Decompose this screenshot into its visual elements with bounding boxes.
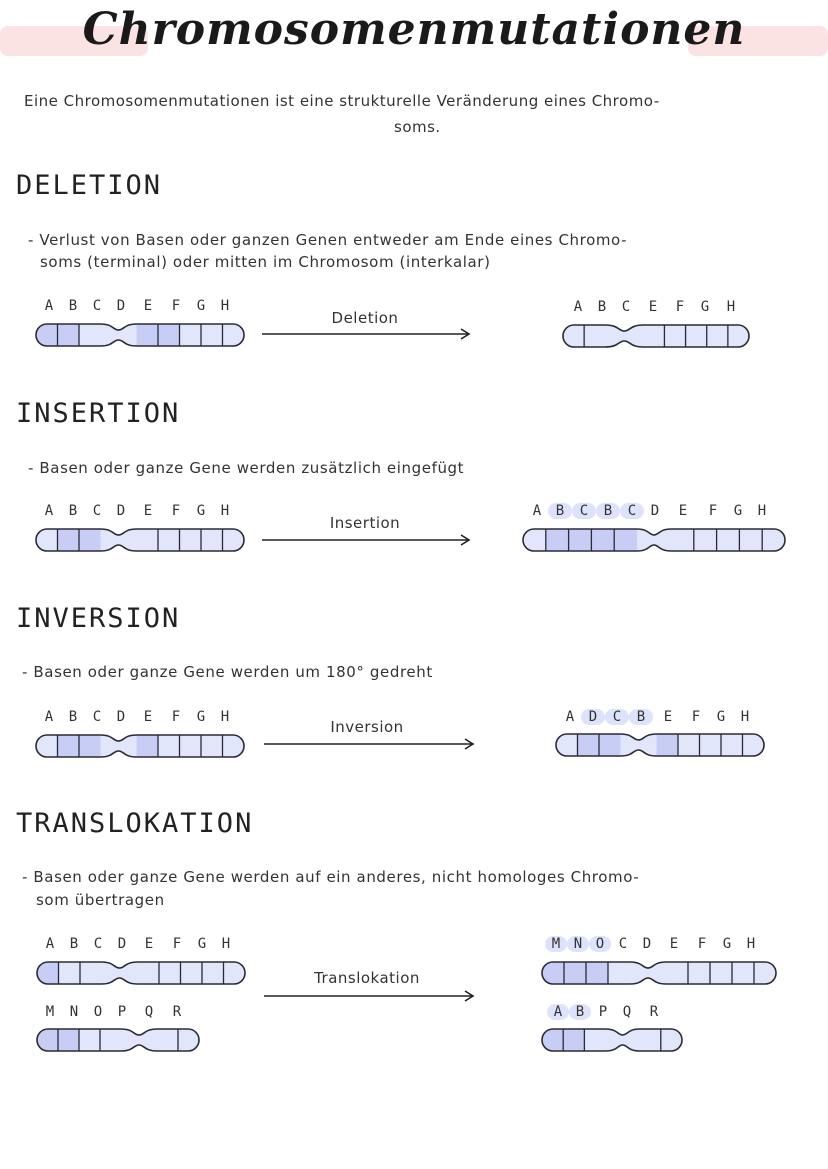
gene-label: E: [144, 936, 154, 952]
translokation-before-gene-labels-2: [38, 1004, 190, 1020]
gene-label: F: [691, 709, 701, 725]
chromosome-segment: [599, 734, 621, 756]
gene-label-highlighted: B: [629, 709, 653, 725]
gene-label: F: [708, 503, 718, 519]
chromosome-segment: [180, 324, 202, 346]
gene-label: A: [44, 503, 54, 519]
chromosome-segment: [201, 735, 223, 757]
gene-label: B: [68, 503, 78, 519]
chromosome-segment: [100, 1029, 121, 1051]
chromosome-segment: [688, 962, 710, 984]
chromosome-segment: [201, 324, 223, 346]
gene-label: E: [143, 298, 153, 314]
gene-label: G: [196, 503, 206, 519]
chromosome-segment: [717, 529, 740, 551]
chromosome-segment: [158, 529, 180, 551]
gene-label: G: [722, 936, 732, 952]
deletion-description-line-1: - Verlust von Basen oder ganzen Genen entweder am Ende eines Chromo-: [28, 231, 628, 249]
gene-label: C: [93, 936, 103, 952]
insertion-chromosome-after: [523, 529, 785, 551]
chromosome-segment: [666, 962, 688, 984]
section-heading-translokation: TRANSLOKATION: [16, 808, 254, 839]
gene-label: A: [45, 936, 55, 952]
gene-label: E: [648, 299, 658, 315]
chromosome-segment: [671, 529, 694, 551]
gene-label-highlighted: B: [596, 503, 620, 519]
gene-label: H: [726, 299, 736, 315]
gene-label: F: [171, 298, 181, 314]
chromosome-segment: [138, 962, 160, 984]
gene-label: G: [197, 936, 207, 952]
chromosome-segment: [180, 735, 202, 757]
chromosome-segment: [137, 529, 159, 551]
gene-label: O: [93, 1004, 103, 1020]
chromosome-segment: [79, 735, 101, 757]
gene-label: E: [669, 936, 679, 952]
chromosome-segment: [640, 1029, 661, 1051]
chromosome-segment: [707, 325, 728, 347]
chromosome-segment: [80, 962, 102, 984]
gene-label: E: [663, 709, 673, 725]
gene-label: G: [716, 709, 726, 725]
chromosome-segment: [79, 324, 101, 346]
translokation-after-gene-labels-1: [545, 936, 763, 952]
deletion-arrow: [262, 328, 470, 340]
gene-label-highlighted: D: [581, 709, 605, 725]
inversion-before-gene-labels: [37, 709, 237, 725]
gene-label: H: [220, 709, 230, 725]
chromosome-segment: [678, 734, 700, 756]
chromosome-segment: [608, 962, 630, 984]
chromosome-segment: [158, 735, 180, 757]
intro-line-1: Eine Chromosomenmutationen ist eine strukturelle Veränderung eines Chromo-: [24, 92, 660, 110]
gene-label-highlighted: C: [572, 503, 596, 519]
chromosome-segment: [159, 962, 181, 984]
gene-label: E: [678, 503, 688, 519]
gene-label-highlighted: B: [548, 503, 572, 519]
deletion-chromosome-before: [36, 324, 244, 346]
gene-label: D: [116, 503, 126, 519]
gene-label: F: [171, 709, 181, 725]
insertion-arrow-label: Insertion: [329, 514, 401, 532]
chromosome-segment: [59, 962, 81, 984]
chromosome-segment: [158, 324, 180, 346]
gene-label: G: [196, 298, 206, 314]
chromosome-segment: [563, 1029, 584, 1051]
gene-label: M: [45, 1004, 55, 1020]
deletion-description-line-2: soms (terminal) oder mitten im Chromosom (interkalar): [40, 253, 491, 271]
gene-label: B: [597, 299, 607, 315]
insertion-description-line-1: - Basen oder ganze Gene werden zusätzlich eingefügt: [28, 459, 465, 477]
gene-label: D: [116, 298, 126, 314]
chromosome-segment: [584, 1029, 605, 1051]
translokation-arrow: [264, 990, 474, 1002]
gene-label: A: [44, 298, 54, 314]
intro-line-2: soms.: [394, 118, 441, 136]
deletion-arrow-label: Deletion: [331, 309, 399, 327]
gene-label: A: [532, 503, 542, 519]
gene-label: F: [171, 503, 181, 519]
chromosome-segment: [578, 734, 600, 756]
chromosome-segment: [732, 962, 754, 984]
gene-label: F: [675, 299, 685, 315]
translokation-chromosome-before-1: [37, 962, 245, 984]
deletion-after-gene-labels: [566, 299, 744, 315]
chromosome-segment: [79, 529, 101, 551]
gene-label: A: [44, 709, 54, 725]
chromosome-segment: [58, 529, 80, 551]
gene-label: C: [618, 936, 628, 952]
gene-label: A: [573, 299, 583, 315]
chromosome-segment: [180, 529, 202, 551]
translokation-arrow-label: Translokation: [314, 969, 420, 987]
insertion-chromosome-before: [36, 529, 244, 551]
gene-label: E: [143, 709, 153, 725]
gene-label: P: [117, 1004, 127, 1020]
translokation-chromosome-before-2: [37, 1029, 199, 1051]
gene-label: C: [92, 298, 102, 314]
inversion-description-line-1: - Basen oder ganze Gene werden um 180° gedreht: [22, 663, 433, 681]
deletion-chromosome-after: [563, 325, 749, 347]
chromosome-segment: [694, 529, 717, 551]
section-heading-deletion: DELETION: [16, 170, 163, 201]
gene-label: G: [700, 299, 710, 315]
gene-label: H: [221, 936, 231, 952]
gene-label: Q: [622, 1004, 632, 1020]
gene-label: Q: [144, 1004, 154, 1020]
inversion-arrow: [264, 738, 474, 750]
chromosome-segment: [657, 734, 679, 756]
section-heading-inversion: INVERSION: [16, 603, 181, 634]
insertion-before-gene-labels: [37, 503, 237, 519]
inversion-chromosome-before: [36, 735, 244, 757]
chromosome-segment: [614, 529, 637, 551]
chromosome-segment: [137, 735, 159, 757]
gene-label: A: [565, 709, 575, 725]
chromosome-segment: [721, 734, 743, 756]
chromosome-segment: [686, 325, 707, 347]
gene-label: D: [117, 936, 127, 952]
chromosome-segment: [58, 735, 80, 757]
inversion-after-gene-labels: [559, 709, 757, 725]
gene-label: D: [642, 936, 652, 952]
insertion-arrow: [262, 534, 470, 546]
translokation-chromosome-after-1: [542, 962, 776, 984]
gene-label-highlighted: C: [605, 709, 629, 725]
chromosome-segment: [700, 734, 722, 756]
translokation-after-gene-labels-2: [547, 1004, 669, 1020]
gene-label: G: [733, 503, 743, 519]
chromosome-segment: [157, 1029, 178, 1051]
gene-label: P: [598, 1004, 608, 1020]
gene-label: B: [69, 936, 79, 952]
gene-label: C: [621, 299, 631, 315]
translokation-description-line-1: - Basen oder ganze Gene werden auf ein anderes, nicht homologes Chromo-: [22, 868, 640, 886]
gene-label: D: [650, 503, 660, 519]
page-title: Chromosomenmutationen: [82, 4, 746, 55]
chromosome-segment: [79, 1029, 100, 1051]
gene-label: H: [757, 503, 767, 519]
gene-label: B: [68, 298, 78, 314]
gene-label: D: [116, 709, 126, 725]
gene-label: R: [649, 1004, 659, 1020]
chromosome-segment: [546, 529, 569, 551]
gene-label: C: [92, 503, 102, 519]
gene-label: H: [746, 936, 756, 952]
gene-label-highlighted: B: [569, 1004, 591, 1020]
chromosome-segment: [739, 529, 762, 551]
chromosome-segment: [664, 325, 685, 347]
gene-label: F: [697, 936, 707, 952]
gene-label: G: [196, 709, 206, 725]
gene-label-highlighted: M: [545, 936, 567, 952]
chromosome-segment: [569, 529, 592, 551]
chromosome-segment: [202, 962, 224, 984]
insertion-after-gene-labels: [526, 503, 774, 519]
translokation-description-line-2: som übertragen: [36, 891, 165, 909]
section-heading-insertion: INSERTION: [16, 398, 181, 429]
chromosome-segment: [181, 962, 203, 984]
chromosome-segment: [58, 324, 80, 346]
chromosome-segment: [137, 324, 159, 346]
chromosome-segment: [201, 529, 223, 551]
gene-label: H: [220, 503, 230, 519]
chromosome-segment: [591, 529, 614, 551]
chromosome-segment: [586, 962, 608, 984]
gene-label-highlighted: C: [620, 503, 644, 519]
gene-label: C: [92, 709, 102, 725]
gene-label-highlighted: N: [567, 936, 589, 952]
chromosome-segment: [564, 962, 586, 984]
gene-label: R: [172, 1004, 182, 1020]
chromosome-segment: [643, 325, 664, 347]
gene-label-highlighted: O: [589, 936, 611, 952]
chromosome-segment: [58, 1029, 79, 1051]
chromosome-segment: [584, 325, 605, 347]
inversion-chromosome-after: [556, 734, 764, 756]
gene-label: B: [68, 709, 78, 725]
translokation-before-gene-labels-1: [38, 936, 238, 952]
gene-label: F: [172, 936, 182, 952]
gene-label: E: [143, 503, 153, 519]
gene-label: H: [740, 709, 750, 725]
deletion-before-gene-labels: [37, 298, 237, 314]
translokation-chromosome-after-2: [542, 1029, 682, 1051]
gene-label: N: [69, 1004, 79, 1020]
inversion-arrow-label: Inversion: [330, 718, 404, 736]
chromosome-segment: [710, 962, 732, 984]
gene-label-highlighted: A: [547, 1004, 569, 1020]
gene-label: H: [220, 298, 230, 314]
